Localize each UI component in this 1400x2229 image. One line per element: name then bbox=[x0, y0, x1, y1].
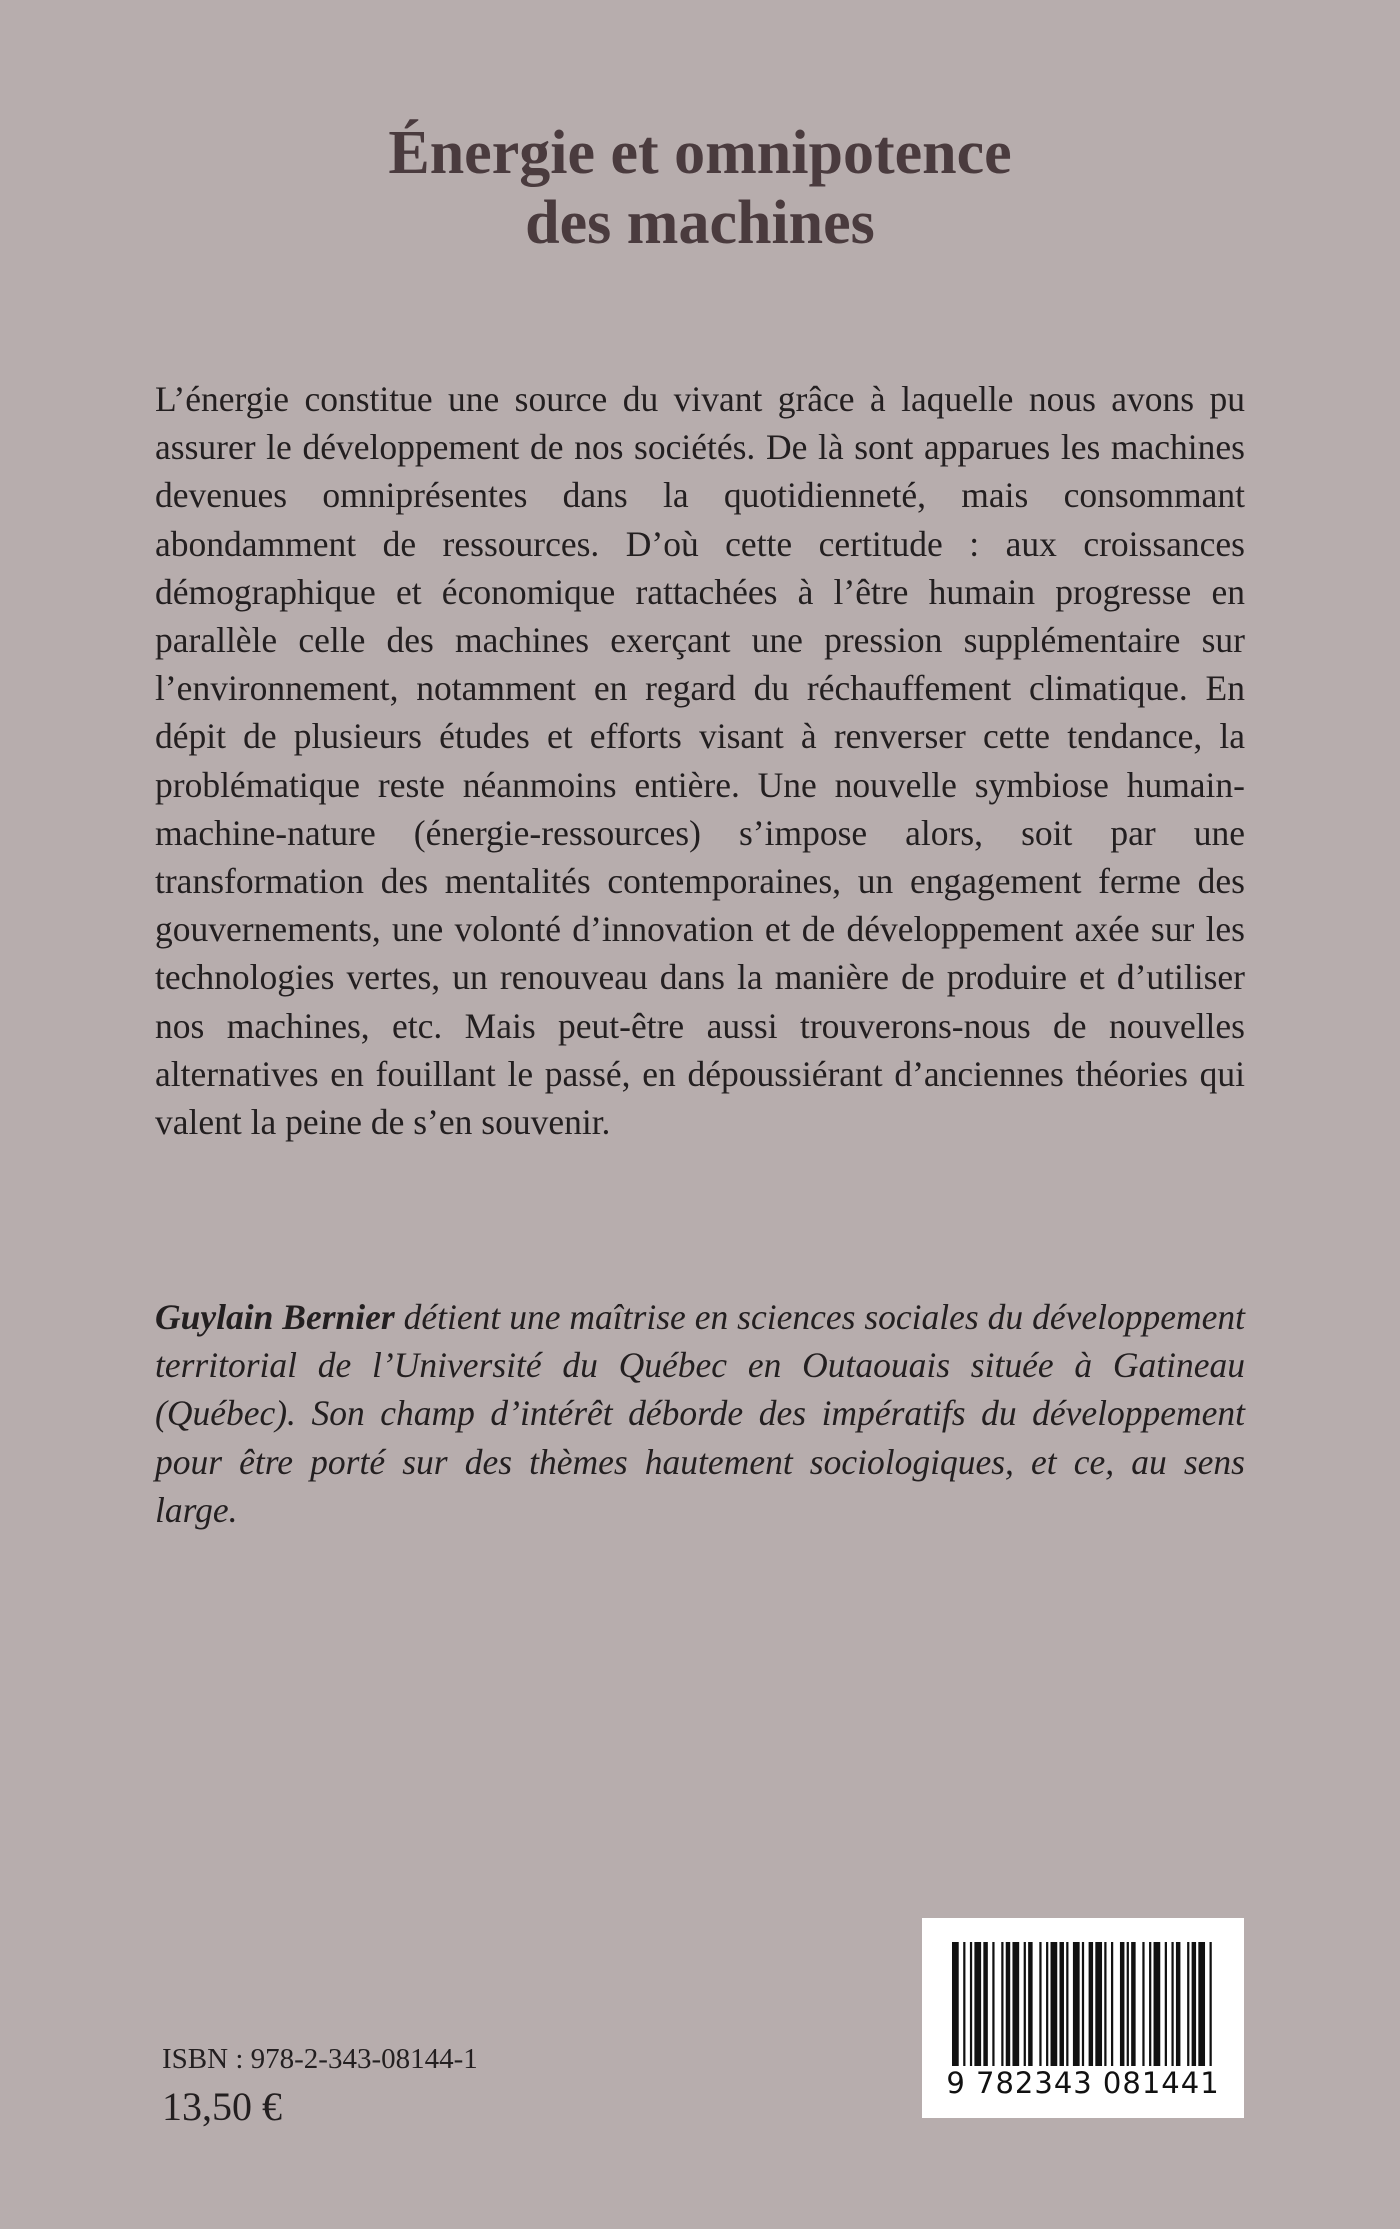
barcode-bar bbox=[1171, 1942, 1173, 2066]
barcode-bar bbox=[1187, 1942, 1189, 2066]
barcode-bar bbox=[1095, 1942, 1102, 2066]
author-bio-text: détient une maîtrise en sciences sociales du développement territorial de l’Université du Québec en Outaouais située à Gatineau (Québec). Son champ d’intérêt déborde des impératifs du développement pour être porté sur des thèmes hautement sociologiques, et ce, au sens large. bbox=[155, 1297, 1245, 1530]
barcode-bar bbox=[1149, 1942, 1151, 2066]
title-line-2: des machines bbox=[525, 189, 875, 257]
summary-paragraph: L’énergie constitue une source du vivant grâce à laquelle nous avons pu assurer le développement de nos sociétés. De là sont apparues les machines devenues omniprésentes dans la quotidienneté, mais consommant abondamment de ressources. D’où cette certitude : aux croissances démographique et économique rattachées à l’être humain progresse en parallèle celle des machines exerçant une pression supplémentaire sur l’environnement, notamment en regard du réchauffement climatique. En dépit de plusieurs études et efforts visant à renverser cette tendance, la problématique reste néanmoins entière. Une nouvelle symbiose humain-machine-nature (énergie-ressources) s’impose alors, soit par une transformation des mentalités contemporaines, un engagement ferme des gouvernements, une volonté d’innovation et de développement axée sur les technologies vertes, un renouveau dans la manière de produire et d’utiliser nos machines, etc. Mais peut-être aussi trouverons-nous de nouvelles alternatives en fouillant le passé, en dépoussiérant d’anciennes théories qui valent la peine de s’en souvenir. bbox=[155, 379, 1245, 1143]
barcode-bar bbox=[1051, 1942, 1058, 2066]
barcode-bar bbox=[1154, 1942, 1161, 2066]
barcode-bar bbox=[970, 1942, 972, 2066]
barcode-bar bbox=[1046, 1942, 1048, 2066]
barcode-bar bbox=[1192, 1942, 1196, 2066]
barcode-bar bbox=[1059, 1942, 1063, 2066]
barcode-bar bbox=[1120, 1942, 1124, 2066]
barcode-bar bbox=[1082, 1942, 1084, 2066]
barcode-bar bbox=[1142, 1942, 1144, 2066]
barcode-bar bbox=[1001, 1942, 1003, 2066]
barcode bbox=[922, 1918, 1244, 2118]
barcode-bar bbox=[1131, 1942, 1135, 2066]
barcode-bars bbox=[952, 1942, 1214, 2066]
barcode-bar bbox=[1127, 1942, 1129, 2066]
title-line-1: Énergie et omnipotence bbox=[388, 119, 1012, 187]
price-label: 13,50 € bbox=[162, 2084, 282, 2129]
barcode-bar bbox=[983, 1942, 987, 2066]
barcode-bar bbox=[963, 1942, 965, 2066]
barcode-bar bbox=[1210, 1942, 1212, 2066]
barcode-bar bbox=[1039, 1942, 1041, 2066]
barcode-bar bbox=[1089, 1942, 1093, 2066]
barcode-bar bbox=[952, 1942, 959, 2066]
barcode-bar bbox=[1024, 1942, 1026, 2066]
book-title bbox=[0, 118, 1400, 258]
barcode-bar bbox=[1111, 1942, 1113, 2066]
author-name: Guylain Bernier bbox=[155, 1297, 395, 1337]
author-bio bbox=[155, 1293, 1245, 1534]
barcode-bar bbox=[1012, 1942, 1019, 2066]
barcode-bar bbox=[1028, 1942, 1032, 2066]
barcode-bar bbox=[1073, 1942, 1080, 2066]
barcode-digits: 9 782343 081441 bbox=[946, 2066, 1220, 2100]
barcode-bar bbox=[1006, 1942, 1010, 2066]
barcode-bar bbox=[992, 1942, 994, 2066]
barcode-bar bbox=[1198, 1942, 1205, 2066]
barcode-bar bbox=[1165, 1942, 1167, 2066]
barcode-bar bbox=[1066, 1942, 1068, 2066]
barcode-bar bbox=[1104, 1942, 1106, 2066]
barcode-bar bbox=[1176, 1942, 1180, 2066]
barcode-bar bbox=[974, 1942, 981, 2066]
isbn-label: ISBN : 978-2-343-08144-1 bbox=[162, 2043, 478, 2075]
